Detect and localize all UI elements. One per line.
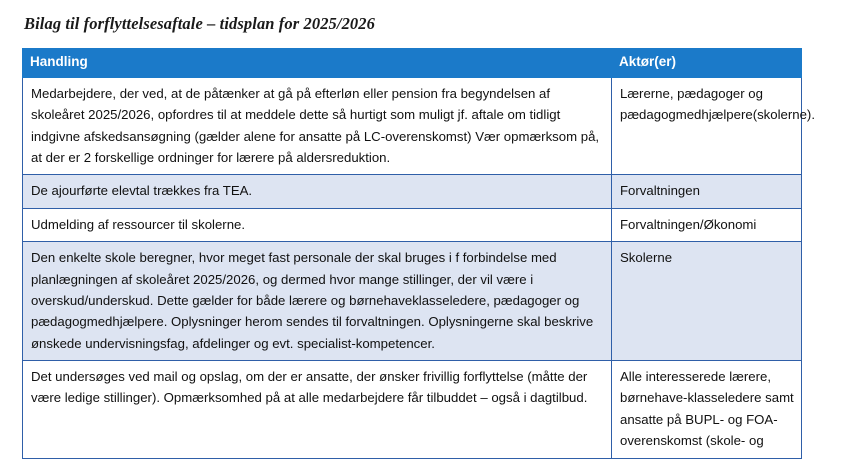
cell-actor	[612, 242, 802, 361]
cell-action	[23, 242, 612, 361]
cell-actor	[612, 175, 802, 208]
table-row	[23, 175, 802, 208]
cell-action-text: Medarbejdere, der ved, at de påtænker at gå på efterløn eller pension fra begyndelsen af skoleåret 2025/2026, opfordres til at meddele dette så hurtigt som muligt jf. aftale om tidligt indgivne afskedsansøgning (gælder alene for ansatte på LC-overenskomst) Vær opmærksom på, at der er 2 forskellige ordninger for lærere på aldersreduktion.	[31, 85, 603, 165]
cell-action	[23, 208, 612, 241]
cell-actor	[612, 361, 802, 459]
page-title: Bilag til forflyttelsesaftale – tidsplan for 2025/2026	[24, 14, 375, 33]
table-row	[23, 242, 802, 361]
cell-action-text: Udmelding af ressourcer til skolerne.	[31, 216, 246, 232]
cell-action-text: Den enkelte skole beregner, hvor meget fast personale der skal bruges i f forbindelse med planlægningen af skoleåret 2025/2026, og dermed hvor mange stillinger, der vil være i overskud/underskud. Dette gælder for både lærere og børnehaveklasseledere, pædagoger og pædagogmedhjælpere. Oplysninger herom sendes til forvaltningen. Oplysningerne skal beskrive ønskede undervisningsfag, afdelinger og evt. specialist-kompetencer.	[31, 250, 597, 351]
cell-actor-text: Alle interesserede lærere, børnehave-klasseledere samt ansatte på BUPL- og FOA-overenskomst (skole- og	[620, 369, 798, 449]
cell-action	[23, 77, 612, 175]
cell-actor-text: Forvaltningen/Økonomi	[620, 216, 757, 232]
cell-actor-text: Lærerne, pædagoger og pædagogmedhjælpere(skolerne).	[620, 85, 815, 123]
column-header-action: Handling	[23, 49, 612, 78]
schedule-table	[22, 48, 815, 459]
cell-action-text: Det undersøges ved mail og opslag, om der er ansatte, der ønsker frivillig forflyttelse (måtte der være ledige stillinger). Opmærksomhed på at alle medarbejdere får tilbuddet – også i dagtilbud.	[31, 369, 591, 406]
table-header-row	[23, 49, 802, 78]
column-header-actor: Aktør(er)	[612, 49, 802, 78]
cell-actor	[612, 208, 802, 241]
cell-action	[23, 175, 612, 208]
table-row	[23, 361, 802, 459]
table-row	[23, 77, 802, 175]
table-row	[23, 208, 802, 241]
cell-actor-text: Skolerne	[620, 250, 673, 266]
cell-actor-text: Forvaltningen	[620, 183, 700, 199]
cell-action-text: De ajourførte elevtal trækkes fra TEA.	[31, 183, 253, 199]
cell-actor	[612, 77, 815, 175]
cell-action	[23, 361, 612, 459]
